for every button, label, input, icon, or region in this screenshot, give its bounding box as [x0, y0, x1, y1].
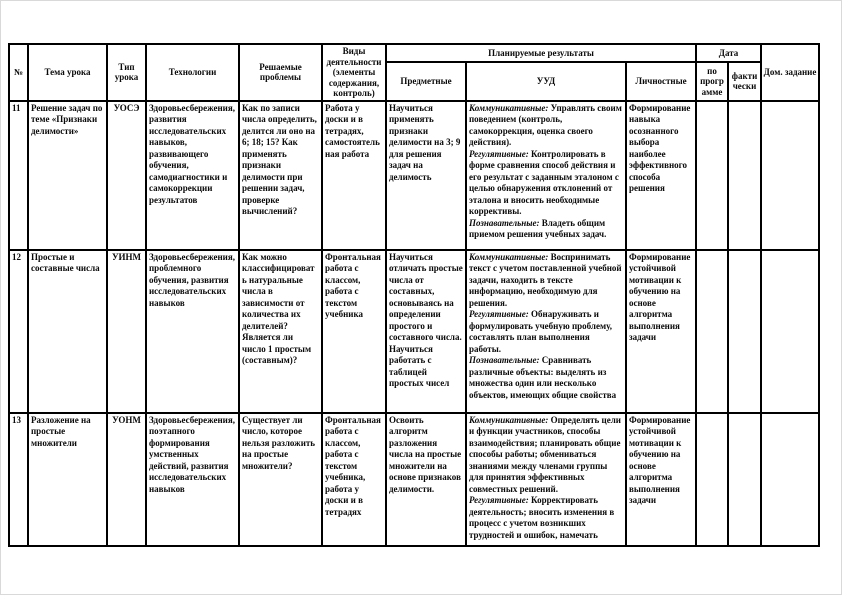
cell-problems: Как можно классифицировать натуральные числа в зависимости от количества их делителей? Является ли число 1 простым (составным)?: [239, 250, 322, 413]
cell-activities: Фронтальная работа с классом, работа с текстом учебника: [322, 250, 386, 413]
cell-personal: Формирование устойчивой мотивации к обучению на основе алгоритма выполнения задачи: [626, 250, 696, 413]
uud-segment-label: Регулятивные:: [469, 495, 532, 505]
cell-uud: [466, 250, 626, 413]
lesson-plan-table: [8, 43, 820, 547]
uud-segment: Познавательные: Сравнивать различные объекты: выделять из множества один или несколько объектов, имеющих общие свойства: [469, 355, 617, 400]
cell-date_fact: [728, 250, 761, 413]
header-planned-results: Планируемые результаты: [386, 44, 696, 62]
cell-date_plan: [696, 250, 728, 413]
uud-segment-label: Коммуникативные:: [469, 251, 551, 262]
header-homework: Дом. задание: [761, 44, 819, 101]
header-date-fact: фактически: [728, 62, 761, 100]
cell-tech: Здоровьесбережения, развития исследовательских навыков, развивающего обучения, самодиагностики и самокоррекции результатов: [146, 101, 239, 250]
cell-tech: Здоровьесбережения, поэтапного формирования умственных действий, развития исследовательских навыков: [146, 413, 239, 546]
cell-activities: Фронтальная работа с классом, работа с текстом учебника, работа у доски и в тетрадях: [322, 413, 386, 546]
cell-topic: Решение задач по теме «Признаки делимости»: [28, 101, 107, 250]
cell-problems: Как по записи числа определить, делится ли оно на 6; 18; 15? Как применять признаки делимости при решении задач, проверке вычислений?: [239, 101, 322, 250]
cell-personal: Формирование устойчивой мотивации к обучению на основе алгоритма выполнения задачи: [626, 413, 696, 546]
cell-num: 12: [9, 250, 28, 413]
cell-type: УОНМ: [107, 413, 146, 546]
cell-subject: Научиться отличать простые числа от составных, основываясь на определении простого и составного числа. Научиться работать с таблицей простых чисел: [386, 250, 466, 413]
uud-segment: Коммуникативные: Определять цели и функции участников, способы взаимодействия; планировать общие способы работы; обмениваться знаниями между членами группы для принятия эффективных совместных решений.: [469, 414, 621, 494]
header-date: Дата: [696, 44, 761, 62]
uud-segment: Регулятивные: Обнаруживать и формулировать учебную проблему, составлять план выполнения работы.: [469, 309, 612, 354]
table-row: [9, 101, 819, 250]
cell-homework: [761, 101, 819, 250]
cell-date_plan: [696, 101, 728, 250]
cell-activities: Работа у доски и в тетрадях, самостоятельная работа: [322, 101, 386, 250]
header-activities: Виды деятельности (элементы содержания, контроль): [322, 44, 386, 101]
header-uud: УУД: [466, 62, 626, 100]
cell-homework: [761, 413, 819, 546]
cell-date_fact: [728, 413, 761, 546]
header-tech: Технологии: [146, 44, 239, 101]
table-row: [9, 413, 819, 546]
header-subject: Предметные: [386, 62, 466, 100]
cell-date_fact: [728, 101, 761, 250]
uud-segment-label: Коммуникативные:: [469, 414, 551, 425]
uud-segment: Регулятивные: Контролировать в форме сравнения способ действия и его результат с заданным эталоном с целью обнаружения отклонений от эталона и вносить необходимые коррективы.: [469, 148, 619, 216]
table-row: [9, 250, 819, 413]
header-topic: Тема урока: [28, 44, 107, 101]
cell-subject: Освоить алгоритм разложения числа на простые множители на основе признаков делимости.: [386, 413, 466, 546]
cell-topic: Разложение на простые множители: [28, 413, 107, 546]
cell-type: УОСЭ: [107, 101, 146, 250]
cell-subject: Научиться применять признаки делимости на 3; 9 для решения задач на делимость: [386, 101, 466, 250]
cell-problems: Существует ли число, которое нельзя разложить на простые множители?: [239, 413, 322, 546]
header-problems: Решаемые проблемы: [239, 44, 322, 101]
cell-date_plan: [696, 413, 728, 546]
header-type: Тип урока: [107, 44, 146, 101]
cell-type: УИНМ: [107, 250, 146, 413]
uud-segment: Регулятивные: Корректировать деятельность; вносить изменения в процесс с учетом возникших трудностей и ошибок, намечать: [469, 495, 615, 540]
cell-num: 11: [9, 101, 28, 250]
uud-segment-label: Познавательные:: [469, 355, 542, 365]
cell-num: 13: [9, 413, 28, 546]
cell-homework: [761, 250, 819, 413]
cell-tech: Здоровьесбережения, проблемного обучения, развития исследовательских навыков: [146, 250, 239, 413]
table-header: [9, 44, 819, 101]
lesson-rows: [9, 101, 819, 546]
uud-segment: Познавательные: Владеть общим приемом решения учебных задач.: [469, 217, 607, 239]
header-num: №: [9, 44, 28, 101]
cell-uud: [466, 413, 626, 546]
uud-segment-label: Познавательные:: [469, 217, 542, 228]
uud-segment-label: Регулятивные:: [469, 309, 532, 319]
uud-segment: Коммуникативные: Управлять своим поведением (контроль, самокоррекция, оценка своего действия).: [469, 102, 622, 147]
header-date-plan: по программе: [696, 62, 728, 100]
cell-uud: [466, 101, 626, 250]
header-personal: Личностные: [626, 62, 696, 100]
uud-segment-label: Коммуникативные:: [469, 102, 551, 113]
uud-segment: Коммуникативные: Воспринимать текст с учетом поставленной учебной задачи, находить в тексте информацию, необходимую для решения.: [469, 251, 622, 308]
uud-segment-label: Регулятивные:: [469, 148, 532, 159]
cell-personal: Формирование навыка осознанного выбора наиболее эффективного способа решения: [626, 101, 696, 250]
cell-topic: Простые и составные числа: [28, 250, 107, 413]
